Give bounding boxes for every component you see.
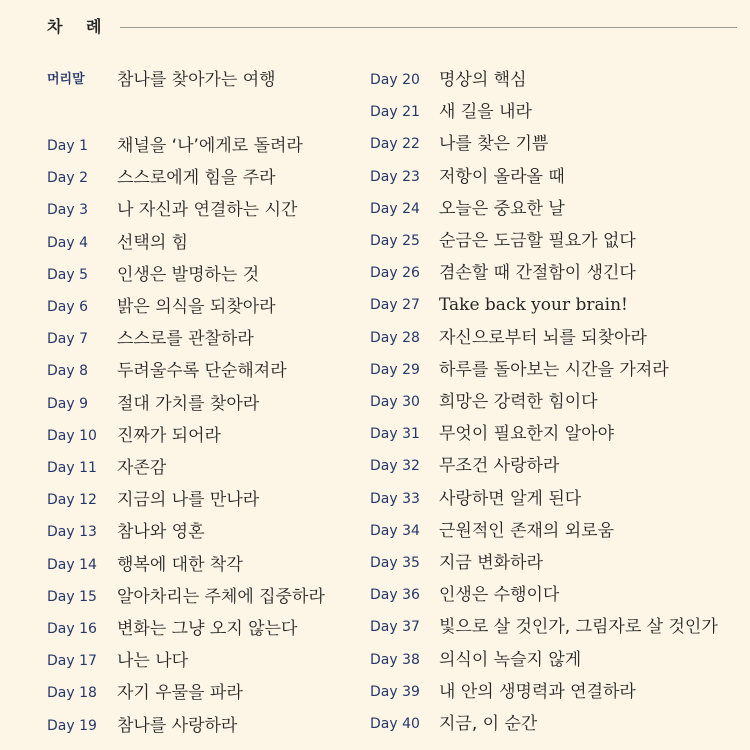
toc-entry-title: 사랑하면 알게 된다 xyxy=(439,488,582,509)
toc-day-label: Day 33 xyxy=(370,490,420,507)
toc-day-label: Day 7 xyxy=(47,331,89,348)
toc-day-label: Day 27 xyxy=(370,297,420,314)
toc-entry-title: 하루를 돌아보는 시간을 가져라 xyxy=(439,359,669,380)
toc-entry-title: 스스로에게 힘을 주라 xyxy=(117,168,276,189)
toc-day-label: Day 1 xyxy=(47,138,89,154)
toc-day-label: Day 19 xyxy=(47,717,97,734)
toc-day-label: Day 31 xyxy=(370,426,420,443)
toc-day-label: Day 15 xyxy=(47,588,97,605)
toc-day-label: Day 29 xyxy=(370,361,420,378)
toc-entry-title: 절대 가치를 찾아라 xyxy=(117,393,260,414)
toc-entry-title: 참나와 영혼 xyxy=(117,522,205,543)
toc-entry-title: 인생은 수행이다 xyxy=(439,585,560,606)
toc-day-label: Day 8 xyxy=(47,363,89,380)
toc-entry-title: Take back your brain! xyxy=(439,295,628,316)
toc-day-label: Day 35 xyxy=(370,555,420,571)
toc-day-label: Day 34 xyxy=(370,522,420,539)
toc-day-label: Day 16 xyxy=(47,621,97,637)
toc-entry-title: 겸손할 때 간절함이 생긴다 xyxy=(439,263,636,284)
toc-day-label: Day 4 xyxy=(47,234,89,251)
header-rule xyxy=(120,27,737,28)
toc-day-label: Day 9 xyxy=(47,395,89,412)
toc-entry-title: 밝은 의식을 되찾아라 xyxy=(117,297,276,317)
toc-day-label: Day 21 xyxy=(370,104,420,121)
toc-entry-title: 스스로를 관찰하라 xyxy=(117,329,254,350)
toc-day-label: Day 37 xyxy=(370,619,420,636)
toc-entry-title: 내 안의 생명력과 연결하라 xyxy=(439,681,636,702)
toc-day-label: Day 39 xyxy=(370,683,420,700)
toc-day-label: Day 38 xyxy=(370,651,420,668)
toc-entry-title: 참나를 찾아가는 여행 xyxy=(117,70,276,90)
toc-entry-title: 선택의 힘 xyxy=(117,232,189,253)
toc-day-label: Day 14 xyxy=(47,556,97,573)
toc-entry-title: 희망은 강력한 힘이다 xyxy=(439,392,598,412)
toc-entry-title: 새 길을 내라 xyxy=(439,102,532,123)
toc-entry-title: 지금 변화하라 xyxy=(439,553,543,573)
toc-day-label: Day 25 xyxy=(370,233,420,249)
toc-day-label: Day 13 xyxy=(47,524,97,541)
toc-entry-title: 순금은 도금할 필요가 없다 xyxy=(439,231,636,251)
toc-entry-title: 오늘은 중요한 날 xyxy=(439,198,565,219)
toc-entry-title: 알아차리는 주체에 집중하라 xyxy=(117,586,325,607)
toc-entry-title: 무엇이 필요한지 알아야 xyxy=(439,424,615,445)
toc-title: 차 례 xyxy=(47,17,111,36)
toc-entry-title: 인생은 발명하는 것 xyxy=(117,264,260,285)
toc-entry-title: 진짜가 되어라 xyxy=(117,425,221,446)
toc-day-label: Day 17 xyxy=(47,653,97,670)
toc-entry-title: 의식이 녹슬지 않게 xyxy=(439,649,582,670)
toc-header xyxy=(47,14,737,40)
toc-day-label: Day 10 xyxy=(47,427,97,444)
toc-entry-title: 근원적인 존재의 외로움 xyxy=(439,520,615,541)
toc-entry-title: 채널을 ‘나’에게로 돌려라 xyxy=(117,136,303,156)
toc-day-label: Day 26 xyxy=(370,265,420,282)
toc-entry-title: 자기 우물을 파라 xyxy=(117,683,243,704)
toc-day-label: Day 24 xyxy=(370,200,420,217)
toc-day-label: Day 32 xyxy=(370,458,420,475)
toc-day-label: Day 40 xyxy=(370,716,420,732)
toc-day-label: Day 23 xyxy=(370,168,420,185)
toc-entry-title: 명상의 핵심 xyxy=(439,70,527,90)
toc-entry-title: 빛으로 살 것인가, 그림자로 살 것인가 xyxy=(439,617,718,638)
toc-day-label: Day 28 xyxy=(370,329,420,346)
toc-day-label: Day 3 xyxy=(47,202,89,219)
toc-day-label: Day 5 xyxy=(47,266,89,283)
toc-day-label: Day 22 xyxy=(370,136,420,153)
toc-day-label: Day 12 xyxy=(47,492,97,509)
toc-entry-title: 저항이 올라올 때 xyxy=(439,166,565,187)
toc-day-label: Day 2 xyxy=(47,170,89,187)
toc-entry-title: 지금, 이 순간 xyxy=(439,714,538,734)
toc-entry-title: 나 자신과 연결하는 시간 xyxy=(117,200,298,221)
toc-day-label: Day 30 xyxy=(370,394,420,410)
toc-entry-title: 나는 나다 xyxy=(117,651,189,672)
toc-entry-title: 행복에 대한 착각 xyxy=(117,554,243,575)
toc-entry-title: 무조건 사랑하라 xyxy=(439,456,560,477)
toc-entry-title: 참나를 사랑하라 xyxy=(117,715,238,736)
toc-day-label: Day 36 xyxy=(370,587,420,604)
toc-day-label: Day 6 xyxy=(47,299,89,315)
toc-entry-title: 두려울수록 단순해져라 xyxy=(117,361,287,382)
toc-day-label: Day 18 xyxy=(47,685,97,702)
toc-entry-title: 지금의 나를 만나라 xyxy=(117,490,260,511)
toc-entry-title: 나를 찾은 기쁨 xyxy=(439,134,549,155)
toc-entry-title: 자신으로부터 뇌를 되찾아라 xyxy=(439,327,647,348)
toc-entry-title: 자존감 xyxy=(117,458,167,478)
toc-day-label: Day 20 xyxy=(370,72,420,88)
toc-day-label: Day 11 xyxy=(47,460,97,476)
toc-entry-title: 변화는 그냥 오지 않는다 xyxy=(117,619,298,639)
toc-day-label: 머리말 xyxy=(47,72,85,87)
